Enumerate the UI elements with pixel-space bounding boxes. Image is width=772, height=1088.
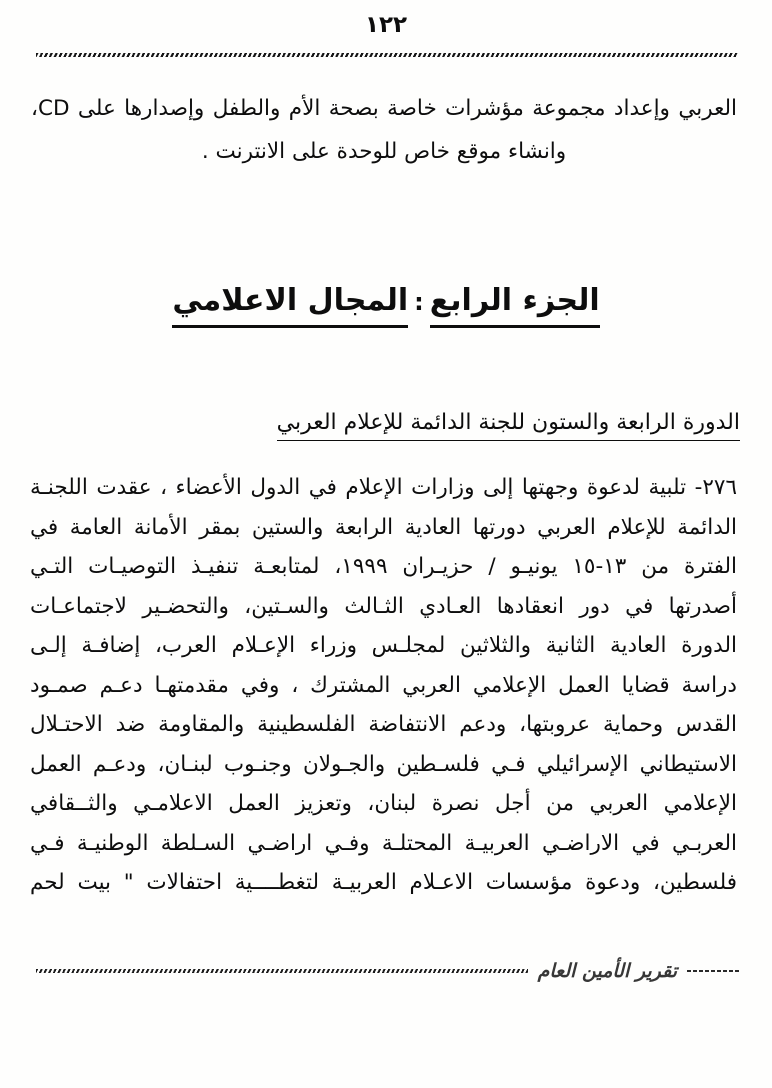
paragraph-line: الدورة العادية الثانية والثلاثين لمجلـس وزراء الإعـلام العرب، إضافـة إلـى bbox=[30, 633, 737, 658]
paragraph-line: ٢٧٦- تلبية لدعوة وجهتها إلى وزارات الإعلام في الدول الأعضاء ، عقدت اللجنـة bbox=[30, 475, 737, 500]
paragraph-line: فلسطين، ودعوة مؤسسات الاعـلام العربيـة لتغطــــية احتفالات " بيت لحم bbox=[30, 870, 737, 895]
intro-paragraph-line: العربي وإعداد مجموعة مؤشرات خاصة بصحة الأم والطفل وإصدارها على CD، bbox=[31, 96, 737, 121]
paragraph-line: القدس وحماية عروبتها، ودعم الانتفاضة الفلسطينية والمقاومة ضد الاحتـلال bbox=[30, 712, 737, 737]
paragraph-line: دراسة قضايا العمل الإعلامي العربي المشترك ، وفي مقدمتهـا دعـم صمـود bbox=[30, 672, 737, 698]
paragraph-line: الإعلامي العربي من أجل نصرة لبنان، وتعزيز العمل الاعلامـي والثــقافي bbox=[30, 791, 737, 816]
part-heading-part1: الجزء الرابع bbox=[430, 283, 600, 328]
page-number: ١٢٢ bbox=[364, 12, 408, 38]
footer-divider bbox=[36, 969, 528, 973]
paragraph-line: الاستيطاني الإسرائيلي فـي فلسـطين والجـولان وجنـوب لبنـان، ودعـم العمل bbox=[30, 751, 737, 777]
paragraph-line: الدائمة للإعلام العربي دورتها العادية الرابعة والستين بمقر الأمانة العامة في bbox=[30, 514, 737, 540]
footer-dash bbox=[687, 970, 741, 973]
paragraph-line: الفترة من ١٣-١٥ يونيـو / حزيـران ١٩٩٩، لمتابعـة تنفيـذ التوصيـات التـي bbox=[30, 554, 737, 579]
header-divider bbox=[36, 53, 738, 57]
intro-paragraph-line: وانشاء موقع خاص للوحدة على الانترنت . bbox=[201, 139, 567, 164]
page-footer bbox=[36, 960, 741, 982]
paragraph-line: أصدرتها في دور انعقادها العـادي الثـالث والسـتين، والتحضـير لاجتماعـات bbox=[30, 593, 737, 619]
section-title bbox=[277, 410, 740, 435]
section-title-text: الدورة الرابعة والستون للجنة الدائمة للإعلام العربي bbox=[277, 410, 740, 441]
part-heading-part2: المجال الاعلامي bbox=[172, 283, 408, 328]
part-heading bbox=[0, 283, 772, 318]
body-paragraph bbox=[30, 471, 737, 906]
footer-report-title: تقرير الأمين العام bbox=[537, 960, 677, 982]
part-heading-separator: : bbox=[414, 288, 424, 316]
paragraph-line: العربـي في الاراضـي العربيـة المحتلـة وفـي اراضـي السـلطة الوطنيـة فـي bbox=[30, 830, 737, 856]
